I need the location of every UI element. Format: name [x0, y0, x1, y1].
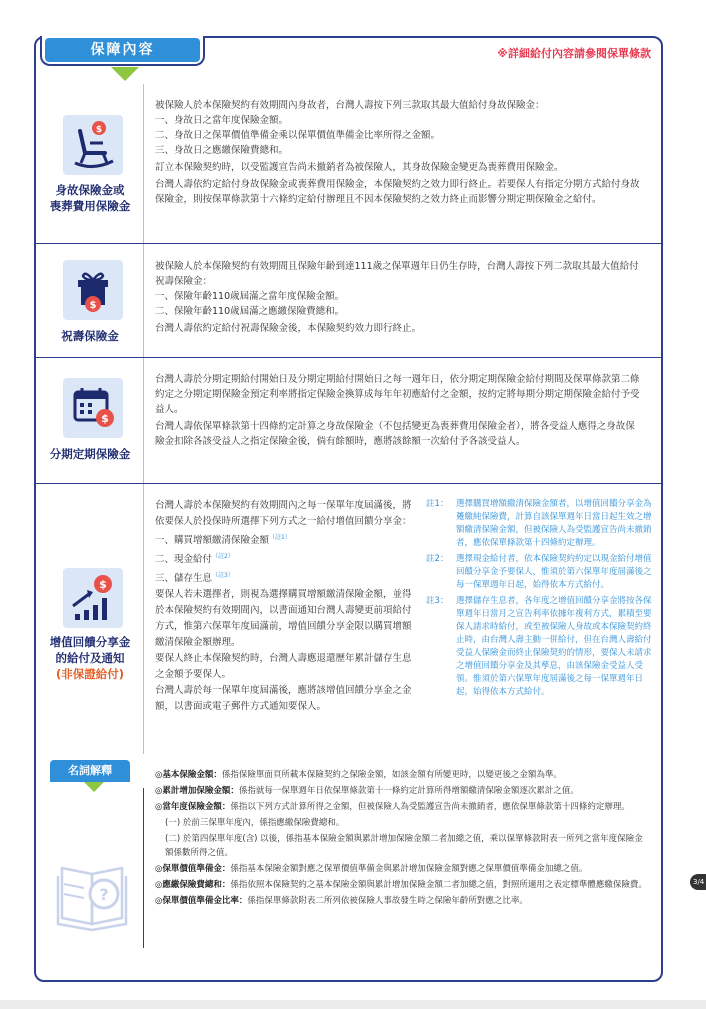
- svg-text:$: $: [101, 412, 109, 425]
- paragraph: 二、保險年齡110歲屆滿之應繳保險費總和。: [155, 306, 345, 317]
- option-text: 二、現金給付: [155, 554, 213, 566]
- svg-text:$: $: [95, 125, 103, 135]
- section-content: [155, 259, 644, 336]
- note-text: 選擇儲存生息者，各年度之增值回饋分享金將按各保單週年日當月之宣告利率依據年複利方式，累積至要保人請求時給付，或至被保險人身故或本保險契約終止時，由台灣人壽主動一併給付，但在台灣人壽給付受益人保險金而終止保險契約的情形，要保人未請求之增值回饋分享金及其孳息，由該保險金受益人受領。惟須於第六保單年度屆滿後之每一保單週年日起，始得依本方式給付。: [456, 596, 652, 697]
- paragraph: 台灣人壽於本保險契約有效期間內之每一保單年度屆滿後，將依要保人於投保時所選擇下列方式之一給付增值回饋分享金：: [155, 500, 412, 527]
- note-item: [426, 595, 652, 699]
- term-key: ◎應繳保險費總和：: [155, 880, 231, 890]
- option-text: 三、儲存生息: [155, 573, 213, 585]
- note-text: 選擇購買增額繳清保險金額者，以增值回饋分享金為躉繳純保險費，計算自該保單週年日當日起生效之增額繳清保險金額，但被保險人為受監護宣告尚未撤銷者，應依保單條款第十四條約定辦理。: [456, 499, 652, 548]
- paragraph: 要保人若未選擇者，則視為選擇購買增額繳清保險金額，並得於本保險契約有效期間內，以書面通知台灣人壽變更前項給付方式，惟第六保單年度屆滿前，增值回饋分享金限以購買增額繳清保險金額辦理。: [155, 589, 412, 649]
- term-def: 係指保險單面頁所載本保險契約之保險金額，如該金額有所變更時，以變更後之金額為準。: [221, 770, 562, 780]
- label-line: 喪葬費用保險金: [49, 199, 131, 213]
- note-tag: 註3：: [426, 596, 449, 606]
- term-key: ◎保單價值準備金比率：: [155, 896, 248, 906]
- paragraph: 二、身故日之保單價值準備金乘以保單價值準備金比率所得之金額。: [155, 130, 441, 141]
- footnote-ref: （註2）: [212, 553, 234, 561]
- section-dividend: [36, 484, 662, 754]
- note-tag: 註1：: [426, 499, 449, 509]
- book-question-icon: [44, 788, 144, 948]
- svg-text:?: ?: [99, 885, 109, 904]
- term-def: 係指保單條款附表二所列依被保險人事故發生時之保險年齡所對應之比率。: [247, 896, 528, 906]
- note-item: [426, 498, 652, 550]
- paragraph: 台灣人壽依保單條款第十四條約定計算之身故保險金（不包括變更為喪葬費用保險金者），將各受益人應得之身故保險金扣除各該受益人之指定保險金後，倘有餘額時，應將該餘額一次給付予各該受益人。: [155, 421, 635, 447]
- term-key: ◎保單價值準備金：: [155, 864, 231, 874]
- glossary-title: 名詞解釋: [50, 760, 130, 782]
- rocking-chair-icon: [63, 115, 123, 175]
- calendar-icon: [63, 378, 123, 438]
- label-line: 的給付及通知: [55, 651, 125, 665]
- gift-icon: [63, 260, 123, 320]
- growth-chart-icon: [63, 568, 123, 628]
- glossary-term: [155, 768, 648, 782]
- paragraph: 三、身故日之應繳保險費總和。: [155, 145, 289, 156]
- glossary-term: [155, 894, 648, 908]
- paragraph: 台灣人壽依約定給付祝壽保險金後，本保險契約效力即行終止。: [155, 323, 422, 334]
- glossary-term: [155, 784, 648, 798]
- paragraph: 一、保險年齡110歲屆滿之當年度保險金額。: [155, 291, 345, 302]
- paragraph: 一、身故日之當年度保險金額。: [155, 115, 289, 126]
- label-line: 分期定期保險金: [49, 447, 131, 461]
- term-key: ◎累計增加保險金額：: [155, 786, 239, 796]
- paragraph: 台灣人壽依約定給付身故保險金或喪葬費用保險金，本保險契約之效力即行終止。若要保人有指定分期方式給付身故保險金，則按保單條款第十六條約定給付辦理且不因本保險契約之效力終止而影響分期定期保險金之給付。: [155, 179, 640, 205]
- paragraph: 台灣人壽於分期定期給付開始日及分期定期給付開始日之每一週年日，依分期定期保險金給付期間及保單條款第二條約定之分期定期保險金預定利率將指定保險金換算成每年年初應給付之金額，按約定將每期分期定期保險金給付予受益人。: [155, 374, 640, 415]
- glossary-left: [44, 788, 144, 948]
- note-item: [426, 553, 652, 592]
- glossary-term: [155, 800, 648, 814]
- section-content: [155, 372, 644, 449]
- svg-text:$: $: [99, 578, 107, 591]
- page-title: 保障內容: [45, 38, 200, 62]
- glossary-subterm: (二) 於第四保單年度(含) 以後，係指基本保險金額與累計增加保險金額二者加總之值，乘以保單條款附表一所列之當年度保險金額係數所得之值。: [165, 834, 643, 858]
- glossary-subterm: (一) 於前三保單年度內，係指應繳保險費總和。: [165, 818, 345, 828]
- section-installment: [36, 358, 662, 484]
- label-line: (非保證給付): [55, 667, 124, 681]
- dividend-main: [155, 498, 417, 715]
- paragraph: 要保人終止本保險契約時，台灣人壽應退還歷年累計儲存生息之金額予要保人。: [155, 653, 412, 681]
- section-label: [36, 328, 144, 344]
- term-key: ◎基本保險金額：: [155, 770, 222, 780]
- option-line: [155, 530, 417, 549]
- label-line: 祝壽保險金: [61, 329, 119, 343]
- section-left-cell: [36, 244, 144, 357]
- section-label: [36, 634, 144, 682]
- option-line: [155, 568, 417, 587]
- section-birthday: [36, 244, 662, 358]
- glossary-section: [36, 758, 662, 948]
- paragraph: 訂立本保險契約時，以受監護宣告尚未撤銷者為被保險人，其身故保險金變更為喪葬費用保險金。: [155, 162, 564, 173]
- section-label: [36, 182, 144, 214]
- note-text: 選擇現金給付者，依本保險契約約定以現金給付增值回饋分享金予要保人，惟須於第六保單年度屆滿後之每一保單週年日起，始得依本方式給付。: [456, 554, 652, 590]
- paragraph: 台灣人壽於每一保單年度屆滿後，應將該增值回饋分享金之金額，以書面或電子郵件方式通知要保人。: [155, 685, 412, 713]
- label-line: 增值回饋分享金: [49, 635, 131, 649]
- term-def: 係指依照本保險契約之基本保險金額與累計增加保險金額二者加總之值，對照所適用之表定標準體應繳保險費。: [230, 880, 647, 890]
- term-key: ◎當年度保險金額：: [155, 802, 231, 812]
- label-line: 身故保險金或: [55, 183, 125, 197]
- dividend-notes: [426, 498, 652, 702]
- section-left-cell: [36, 358, 144, 483]
- section-death: [36, 84, 662, 244]
- footnote-ref: （註3）: [212, 572, 234, 580]
- section-left-cell: [36, 84, 144, 243]
- page-number: 3/4: [690, 874, 706, 890]
- policy-note: ※詳細給付內容請參閱保單條款: [497, 47, 651, 60]
- svg-text:$: $: [89, 300, 97, 311]
- section-content: [155, 98, 644, 207]
- term-def: 係指就每一保單週年日依保單條款第十一條約定計算所得增額繳清保險金額逐次累計之值。: [238, 786, 579, 796]
- glossary-term: [155, 862, 648, 876]
- section-left-cell: [36, 484, 144, 754]
- paragraph: 被保險人於本保險契約有效期間且保險年齡到達111歲之保單週年日仍生存時，台灣人壽按下列二款取其最大值給付祝壽保險金：: [155, 261, 639, 287]
- option-text: 一、購買增額繳清保險金額: [155, 535, 270, 547]
- term-def: 係指基本保險金額對應之保單價值準備金與累計增加保險金額對應之保單價值準備金加總之值。: [230, 864, 588, 874]
- term-def: 係指以下列方式計算所得之金額，但被保險人為受監護宣告尚未撤銷者，應依保單條款第十四條約定辦理。: [230, 802, 630, 812]
- glossary-list: [155, 768, 648, 910]
- header-arrow: [111, 67, 139, 81]
- page-bottom-edge: [0, 1000, 706, 1009]
- note-tag: 註2：: [426, 554, 449, 564]
- paragraph: 被保險人於本保險契約有效期間內身故者，台灣人壽按下列三款取其最大值給付身故保險金：: [155, 100, 545, 111]
- option-line: [155, 549, 417, 568]
- section-label: [36, 446, 144, 462]
- footnote-ref: （註1）: [269, 534, 291, 541]
- glossary-term: [155, 878, 648, 892]
